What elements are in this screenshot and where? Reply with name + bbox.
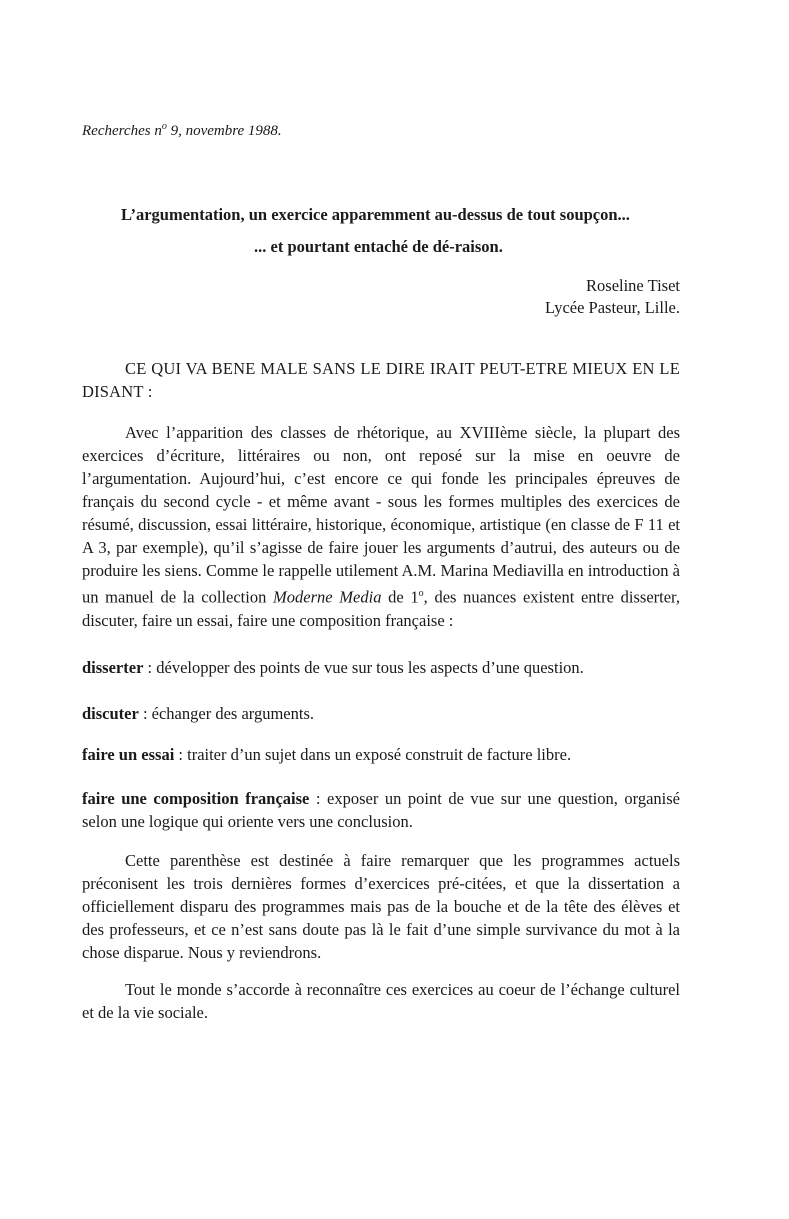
article-title-line2: ... et pourtant entaché de dé-raison. — [254, 237, 503, 256]
author-name: Roseline Tiset — [586, 276, 680, 295]
definition-composition: faire une composition française : exposer un point de vue sur une question, organisé selon une logique qui oriente vers une conclusion. — [82, 789, 680, 831]
paragraph-2: Cette parenthèse est destinée à faire remarquer que les programmes actuels préconisent les trois dernières formes d’exercices pré-citées, et que la dissertation a officiellement disparu des programmes mais pas de la bouche et de la tête des élèves et des professeurs, et ce n’est sans doute pas là le fait d’une simple survivance du mot à la chose disparue. Nous y reviendrons. — [82, 851, 680, 962]
definition-discuter: discuter : échanger des arguments. — [82, 704, 315, 723]
paragraph-3: Tout le monde s’accorde à reconnaître ces exercices au coeur de l’échange culturel et de la vie sociale. — [82, 980, 680, 1022]
section-heading: CE QUI VA BENE MALE SANS LE DIRE IRAIT PEUT-ETRE MIEUX EN LE DISANT : — [82, 359, 680, 401]
paragraph-1: Avec l’apparition des classes de rhétorique, au XVIIIème siècle, la plupart des exercices d’écriture, littéraires ou non, ont reposé sur la mise en oeuvre de l’argumentation. Aujourd’hui, c’est encore ce qui fonde les principales épreuves de français du second cycle - et même avant - sous les formes multiples des exercices de résumé, discussion, essai littéraire, historique, économique, artistique (en classe de F 11 et A 3, par exemple), qu’il s’agisse de faire jouer les arguments d’autrui, des auteurs ou de produire les siens. Comme le rappelle utilement A.M. Marina Mediavilla en introduction à un manuel de la collection Moderne Media de 1$^o$, des nuances existent entre disserter, discuter, faire un essai, faire une composition française : — [82, 423, 681, 630]
author-affiliation: Lycée Pasteur, Lille. — [545, 298, 680, 317]
journal-reference: Recherches $n^o$ 9, novembre 1988. — [82, 121, 282, 139]
author-block — [545, 275, 680, 319]
definition-essai: faire un essai : traiter d’un sujet dans un exposé construit de facture libre. — [82, 745, 572, 764]
definition-disserter: disserter : développer des points de vue sur tous les aspects d’une question. — [82, 658, 584, 677]
article-title-line1: L’argumentation, un exercice apparemment au-dessus de tout soupçon... — [121, 205, 630, 224]
